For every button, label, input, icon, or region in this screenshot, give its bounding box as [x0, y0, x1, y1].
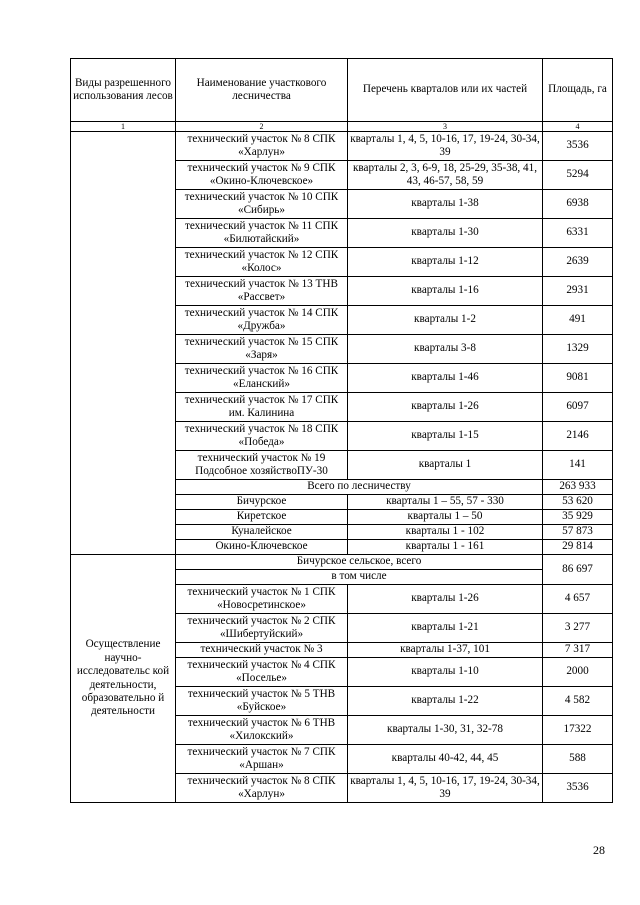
- forestry-name: технический участок № 17 СПК им. Калинина: [176, 393, 348, 422]
- area: 57 873: [543, 525, 613, 540]
- forestry-name: технический участок № 1 СПК «Новосретинское»: [176, 585, 348, 614]
- table-row: [71, 132, 613, 161]
- area: 1329: [543, 335, 613, 364]
- quarters: кварталы 1-15: [348, 422, 543, 451]
- area: 6938: [543, 190, 613, 219]
- forestry-name: технический участок № 15 СПК «Заря»: [176, 335, 348, 364]
- area: 6331: [543, 219, 613, 248]
- quarters: кварталы 3-8: [348, 335, 543, 364]
- forestry-name: Куналейское: [176, 525, 348, 540]
- quarters: кварталы 40-42, 44, 45: [348, 745, 543, 774]
- area: 17322: [543, 716, 613, 745]
- quarters: кварталы 1-16: [348, 277, 543, 306]
- header-row: [71, 59, 613, 122]
- forestry-name: Бичурское: [176, 495, 348, 510]
- header-forestry-name: Наименование участкового лесничества: [176, 59, 348, 122]
- use-type-research: Осуществление научно-исследовательс кой деятельности, образовательно й деятельности: [71, 555, 176, 803]
- area: 53 620: [543, 495, 613, 510]
- quarters: кварталы 1 – 50: [348, 510, 543, 525]
- area: 3 277: [543, 614, 613, 643]
- quarters: кварталы 1-12: [348, 248, 543, 277]
- subtotal-label: Бичурское сельское, всего: [176, 555, 543, 570]
- forestry-name: технический участок № 7 СПК «Аршан»: [176, 745, 348, 774]
- forestry-name: технический участок № 4 СПК «Поселье»: [176, 658, 348, 687]
- column-number: 2: [176, 122, 348, 132]
- header-area: Площадь, га: [543, 59, 613, 122]
- total-label: Всего по лесничеству: [176, 480, 543, 495]
- including-label: в том числе: [176, 570, 543, 585]
- quarters: кварталы 1-10: [348, 658, 543, 687]
- column-number: 4: [543, 122, 613, 132]
- header-use-type: Виды разрешенного использования лесов: [71, 59, 176, 122]
- forestry-name: технический участок № 8 СПК «Харлун»: [176, 774, 348, 803]
- forestry-name: технический участок № 19 Подсобное хозяйствоПУ-30: [176, 451, 348, 480]
- forestry-name: технический участок № 2 СПК «Шибертуйский»: [176, 614, 348, 643]
- quarters: кварталы 1-21: [348, 614, 543, 643]
- forestry-name: технический участок № 12 СПК «Колос»: [176, 248, 348, 277]
- area: 4 582: [543, 687, 613, 716]
- quarters: кварталы 1-38: [348, 190, 543, 219]
- area: 4 657: [543, 585, 613, 614]
- area: 588: [543, 745, 613, 774]
- column-number: 1: [71, 122, 176, 132]
- total-area: 263 933: [543, 480, 613, 495]
- area: 5294: [543, 161, 613, 190]
- quarters: кварталы 1 - 161: [348, 540, 543, 555]
- area: 2639: [543, 248, 613, 277]
- forestry-name: Окино-Ключевское: [176, 540, 348, 555]
- area: 2000: [543, 658, 613, 687]
- forestry-name: технический участок № 14 СПК «Дружба»: [176, 306, 348, 335]
- area: 29 814: [543, 540, 613, 555]
- quarters: кварталы 1, 4, 5, 10-16, 17, 19-24, 30-34, 39: [348, 774, 543, 803]
- quarters: кварталы 1-30, 31, 32-78: [348, 716, 543, 745]
- quarters: кварталы 1-2: [348, 306, 543, 335]
- area: 35 929: [543, 510, 613, 525]
- use-type-cell-empty: [71, 132, 176, 555]
- quarters: кварталы 1-26: [348, 585, 543, 614]
- area: 2146: [543, 422, 613, 451]
- quarters: кварталы 1-46: [348, 364, 543, 393]
- table-body: [71, 59, 613, 803]
- forestry-name: технический участок № 16 СПК «Еланский»: [176, 364, 348, 393]
- area: 2931: [543, 277, 613, 306]
- quarters: кварталы 1: [348, 451, 543, 480]
- subtotal-area: 86 697: [543, 555, 613, 585]
- forestry-name: технический участок № 3: [176, 643, 348, 658]
- forest-use-table: [70, 58, 613, 803]
- forestry-name: технический участок № 8 СПК «Харлун»: [176, 132, 348, 161]
- quarters: кварталы 1-22: [348, 687, 543, 716]
- quarters: кварталы 1-37, 101: [348, 643, 543, 658]
- column-number-row: [71, 122, 613, 132]
- area: 6097: [543, 393, 613, 422]
- area: 3536: [543, 132, 613, 161]
- forestry-name: технический участок № 13 ТНВ «Рассвет»: [176, 277, 348, 306]
- forestry-name: технический участок № 10 СПК «Сибирь»: [176, 190, 348, 219]
- quarters: кварталы 2, 3, 6-9, 18, 25-29, 35-38, 41, 43, 46-57, 58, 59: [348, 161, 543, 190]
- area: 7 317: [543, 643, 613, 658]
- forestry-name: технический участок № 11 СПК «Билютайский»: [176, 219, 348, 248]
- column-number: 3: [348, 122, 543, 132]
- quarters: кварталы 1-30: [348, 219, 543, 248]
- forestry-name: технический участок № 6 ТНВ «Хилокский»: [176, 716, 348, 745]
- area: 141: [543, 451, 613, 480]
- area: 491: [543, 306, 613, 335]
- forestry-name: Киретское: [176, 510, 348, 525]
- forestry-name: технический участок № 18 СПК «Победа»: [176, 422, 348, 451]
- subtotal-row: [71, 555, 613, 570]
- quarters: кварталы 1 - 102: [348, 525, 543, 540]
- quarters: кварталы 1, 4, 5, 10-16, 17, 19-24, 30-34, 39: [348, 132, 543, 161]
- area: 9081: [543, 364, 613, 393]
- quarters: кварталы 1-26: [348, 393, 543, 422]
- area: 3536: [543, 774, 613, 803]
- quarters: кварталы 1 – 55, 57 - 330: [348, 495, 543, 510]
- page-number: 28: [593, 843, 605, 857]
- forestry-name: технический участок № 9 СПК «Окино-Ключевское»: [176, 161, 348, 190]
- header-quarters: Перечень кварталов или их частей: [348, 59, 543, 122]
- forestry-name: технический участок № 5 ТНВ «Буйское»: [176, 687, 348, 716]
